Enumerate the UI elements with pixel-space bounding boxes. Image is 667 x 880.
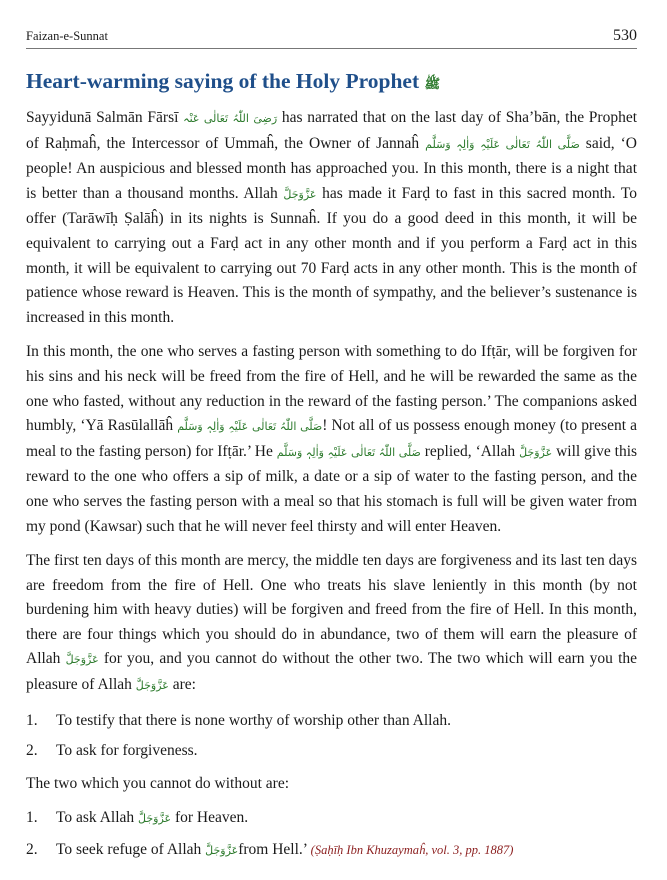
text-span: has narrated that on the last day of Sha’bān, the Prophet of Raḥmaĥ, the Intercessor of Ummaĥ, the Owner of Jannaĥ	[26, 109, 638, 152]
text-span: are:	[172, 676, 196, 694]
list-text: To testify that there is none worthy of worship other than Allah.	[56, 711, 451, 729]
text-span: from Hell.’	[238, 841, 307, 859]
list-number: 1.	[26, 711, 38, 729]
page-content	[26, 64, 637, 872]
honorific-ra: رَضِیَ اللّٰہُ تَعَالٰی عَنْہ	[183, 112, 278, 125]
honorific-prophet-heading: ﷺ	[424, 77, 441, 92]
section-heading-text: Heart-warming saying of the Holy Prophet	[26, 69, 420, 93]
list-item	[26, 709, 637, 734]
text-span: has made it Farḍ to fast in this sacred month. To offer (Tarāwīḥ Ṣalāĥ) in its nights is Sunnaĥ. If you do a good deed in this month, it will be equivalent to carrying out a Farḍ act in any other month and if you perform a Farḍ act in this month, it will be equivalent to carrying out 70 Farḍ acts in any other month. This is the month of patience whose reward is Heaven. This is the month of sympathy, and the believer’s sustenance is increased in this month.	[26, 184, 638, 326]
text-span: Sayyidunā Salmān Fārsī	[26, 109, 179, 126]
list-number: 2.	[26, 841, 38, 859]
text-span: The first ten days of this month are mercy, the middle ten days are forgiveness and its last ten days are freedom from the fire of Hell. One who treats his slave leniently in this month (by not burdening him with heavy duties) will be forgiven and freed from the fire of Hell. In this month, there are four things which you should do in abundance, two of them will earn the pleasure of Allah	[26, 552, 637, 668]
list-number: 2.	[26, 742, 38, 760]
citation: (Ṣaḥīḥ Ibn Khuzaymaĥ, vol. 3, pp. 1887)	[310, 843, 514, 858]
text-span: To ask Allah	[56, 809, 135, 827]
list-text: To ask for forgiveness.	[56, 742, 198, 760]
list-number: 1.	[26, 809, 38, 827]
text-span: ! Not all of us possess enough money (to present a meal to the fasting person) for Ifṭār.’ He	[26, 417, 637, 460]
honorific-saw: صَلَّی اللّٰہُ تَعَالٰی عَلَیْہِ وَاٰلِہٖ وَسَلَّم	[425, 137, 580, 151]
paragraph-iftar	[26, 340, 637, 539]
honorific-allah: عَزَّوَجَلَّ	[65, 653, 99, 667]
honorific-allah: عَزَّوَجَلَّ	[519, 445, 553, 459]
section-heading	[26, 64, 637, 102]
list-item	[26, 739, 637, 764]
list-item	[26, 838, 637, 864]
text-span: replied, ‘Allah	[424, 442, 516, 460]
honorific-saw: صَلَّی اللّٰہُ تَعَالٰی عَلَیْہِ وَاٰلِہٖ وَسَلَّم	[276, 445, 421, 459]
running-header	[26, 22, 637, 49]
honorific-saw: صَلَّی اللّٰہُ تَعَالٰی عَلَیْہِ وَاٰلِہٖ وَسَلَّم	[177, 420, 323, 434]
paragraph-narration	[26, 106, 637, 330]
text-span: said, ‘O people! An auspicious and blessed month has approached you. In this month, there is a night that is better than a thousand months. Allah	[26, 134, 637, 202]
honorific-allah: عَزَّوَجَلَّ	[205, 844, 239, 858]
paragraph-cannot-do-without: The two which you cannot do without are:	[26, 774, 290, 792]
text-span: In this month, the one who serves a fasting person with something to do Ifṭār, will be forgiven for his sins and his neck will be freed from the fire of Hell, and he will be rewarded the same as the one who fasted, without any reduction in the reward of the fasting person.’ The companions asked humbly, ‘Yā Rasūlallāĥ	[26, 343, 637, 435]
list-text	[56, 838, 513, 864]
list-earn-pleasure	[26, 709, 637, 764]
honorific-allah: عَزَّوَجَلَّ	[135, 679, 169, 693]
text-span: To seek refuge of Allah	[56, 841, 202, 859]
list-item	[26, 806, 637, 832]
honorific-allah: عَزَّوَجَلَّ	[138, 812, 172, 826]
list-text	[56, 806, 248, 832]
page-number: 530	[613, 27, 637, 44]
text-span: will give this reward to the one who offers a sip of milk, a date or a sip of water to the fasting person, and the one who serves the fasting person with a meal so that his stomach is full will be given water from my pond (Kawsar) such that he will never feel thirsty and will enter Heaven.	[26, 442, 638, 535]
book-title: Faizan-e-Sunnat	[26, 29, 108, 43]
text-span: for you, and you cannot do without the other two. The two which will earn you the pleasure of Allah	[26, 650, 638, 694]
paragraph-ten-days	[26, 549, 637, 699]
honorific-allah: عَزَّوَجَلَّ	[283, 187, 317, 201]
text-span: for Heaven.	[174, 809, 249, 827]
list-cannot-do-without	[26, 806, 637, 863]
